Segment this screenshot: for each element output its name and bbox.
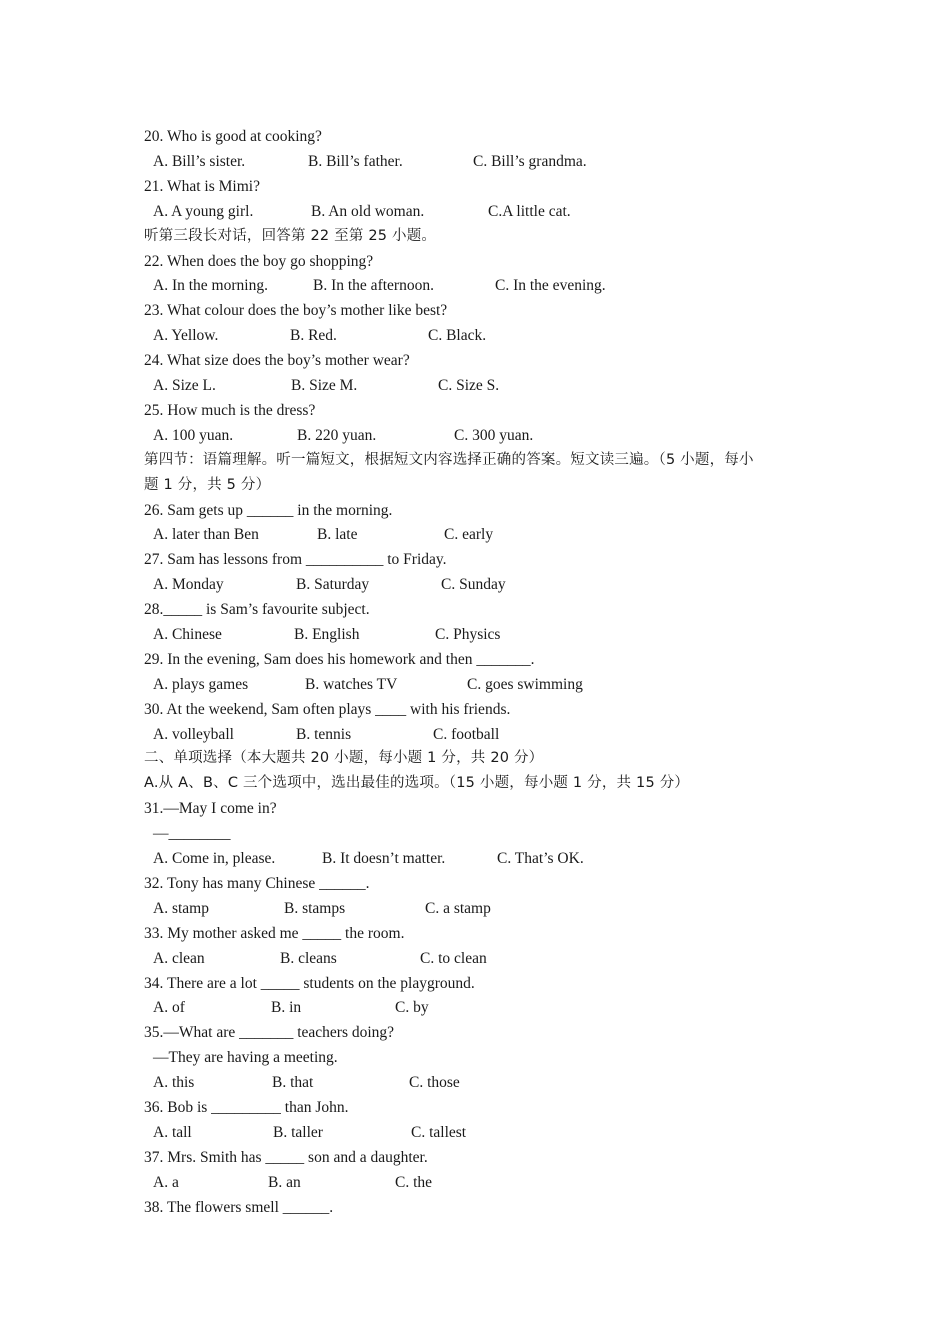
answer-option: B. Saturday (296, 576, 370, 593)
answer-option: B. Bill’s father. (308, 153, 403, 170)
question-text: 38. The flowers smell ______. (144, 1199, 334, 1216)
question-text: 25. How much is the dress? (144, 402, 316, 419)
question-text: 21. What is Mimi? (144, 178, 260, 195)
dialogue-reply: —They are having a meeting. (153, 1049, 338, 1066)
question-text: 29. In the evening, Sam does his homework and then _______. (144, 651, 535, 668)
answer-option: C.A little cat. (488, 203, 571, 220)
answer-option: C. a stamp (425, 900, 491, 917)
answer-option: B. late (317, 526, 358, 543)
answer-option: A. volleyball (153, 726, 234, 743)
answer-option: A. a (153, 1174, 179, 1191)
question-text: 27. Sam has lessons from __________ to Friday. (144, 551, 447, 568)
answer-option: C. 300 yuan. (454, 427, 534, 444)
question-text: 23. What colour does the boy’s mother like best? (144, 302, 448, 319)
answer-option: B. 220 yuan. (297, 427, 377, 444)
answer-option: B. taller (273, 1124, 323, 1141)
section-instruction: 题 1 分，共 5 分） (144, 477, 271, 493)
section-instruction: 听第三段长对话，回答第 22 至第 25 小题。 (144, 228, 437, 244)
question-text: 35.—What are _______ teachers doing? (144, 1024, 395, 1041)
answer-option: B. An old woman. (311, 203, 425, 220)
section-instruction: 二、单项选择（本大题共 20 小题，每小题 1 分，共 20 分） (144, 750, 544, 766)
answer-option: B. In the afternoon. (313, 277, 434, 294)
answer-option: C. tallest (411, 1124, 467, 1141)
answer-option: A. tall (153, 1124, 192, 1141)
question-text: 31.—May I come in? (144, 800, 277, 817)
answer-option: A. Come in, please. (153, 850, 276, 867)
answer-option: A. this (153, 1074, 195, 1091)
answer-option: B. that (272, 1074, 314, 1091)
question-text: 34. There are a lot _____ students on the playground. (144, 975, 475, 992)
question-text: 30. At the weekend, Sam often plays ____ with his friends. (144, 701, 511, 718)
answer-option: B. watches TV (305, 676, 398, 693)
answer-option: C. Black. (428, 327, 487, 344)
answer-option: C. those (409, 1074, 460, 1091)
answer-option: A. of (153, 999, 185, 1016)
answer-option: C. That’s OK. (497, 850, 584, 867)
answer-option: A. A young girl. (153, 203, 254, 220)
question-text: 24. What size does the boy’s mother wear? (144, 352, 410, 369)
answer-option: A. later than Ben (153, 526, 259, 543)
answer-option: A. clean (153, 950, 205, 967)
answer-option: A. plays games (153, 676, 249, 693)
answer-option: C. Size S. (438, 377, 500, 394)
answer-option: A. In the morning. (153, 277, 268, 294)
answer-option: C. by (395, 999, 429, 1016)
question-text: 32. Tony has many Chinese ______. (144, 875, 370, 892)
answer-option: C. In the evening. (495, 277, 606, 294)
section-instruction: 第四节：语篇理解。听一篇短文，根据短文内容选择正确的答案。短文读三遍。（5 小题，每小 (144, 452, 754, 468)
answer-option: B. English (294, 626, 360, 643)
answer-option: A. Bill’s sister. (153, 153, 246, 170)
answer-option: C. to clean (420, 950, 487, 967)
answer-option: A. Monday (153, 576, 224, 593)
section-instruction: A.从 A、B、C 三个选项中，选出最佳的选项。（15 小题，每小题 1 分，共 15 分） (144, 775, 690, 791)
answer-option: B. in (271, 999, 302, 1016)
question-text: 36. Bob is _________ than John. (144, 1099, 349, 1116)
answer-option: A. Yellow. (153, 327, 219, 344)
answer-option: A. stamp (153, 900, 209, 917)
answer-option: C. Sunday (441, 576, 506, 593)
question-text: 22. When does the boy go shopping? (144, 253, 374, 270)
answer-option: C. Bill’s grandma. (473, 153, 587, 170)
answer-option: B. It doesn’t matter. (322, 850, 446, 867)
dialogue-reply: —________ (153, 825, 231, 842)
answer-option: C. the (395, 1174, 433, 1191)
question-text: 37. Mrs. Smith has _____ son and a daughter. (144, 1149, 428, 1166)
question-text: 26. Sam gets up ______ in the morning. (144, 502, 393, 519)
answer-option: B. cleans (280, 950, 337, 967)
answer-option: C. football (433, 726, 500, 743)
answer-option: C. goes swimming (467, 676, 583, 693)
answer-option: B. tennis (296, 726, 352, 743)
answer-option: B. Size M. (291, 377, 358, 394)
answer-option: A. Chinese (153, 626, 222, 643)
answer-option: C. Physics (435, 626, 501, 643)
answer-option: A. 100 yuan. (153, 427, 234, 444)
question-text: 28._____ is Sam’s favourite subject. (144, 601, 370, 618)
answer-option: B. stamps (284, 900, 346, 917)
question-text: 33. My mother asked me _____ the room. (144, 925, 405, 942)
question-text: 20. Who is good at cooking? (144, 128, 322, 145)
answer-option: B. an (268, 1174, 301, 1191)
answer-option: A. Size L. (153, 377, 216, 394)
answer-option: C. early (444, 526, 494, 543)
answer-option: B. Red. (290, 327, 337, 344)
